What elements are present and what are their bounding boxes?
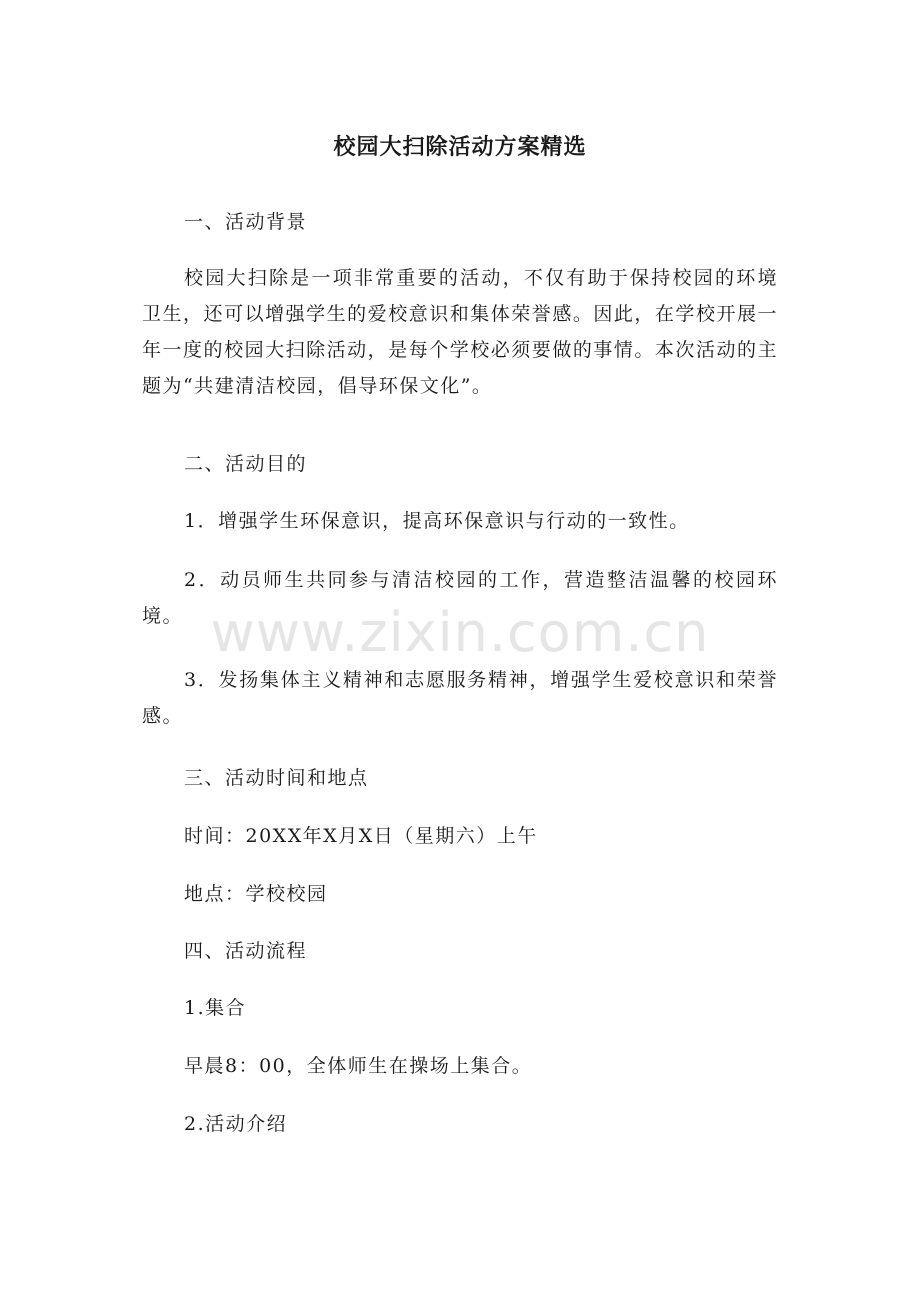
heading-purpose: 二、活动目的 [184,453,308,475]
heading-background: 一、活动背景 [184,211,308,233]
process-step-1: 1.集合 [184,997,247,1019]
place-line: 地点：学校校园 [184,883,328,905]
purpose-item-2: 2．动员师生共同参与清洁校园的工作，营造整洁温馨的校园环境。 [142,569,778,627]
paragraph-background: 校园大扫除是一项非常重要的活动，不仅有助于保持校园的环境卫生，还可以增强学生的爱校意识和集体荣誉感。因此，在学校开展一年一度的校园大扫除活动，是每个学校必须要做的事情。本次活动的主题为“共建清洁校园，倡导环保文化”。 [142,267,778,397]
watermark-text: www.zixin.com.cn [210,601,710,664]
heading-time-place: 三、活动时间和地点 [184,767,369,789]
document-title: 校园大扫除活动方案精选 [333,135,587,160]
purpose-item-1: 1．增强学生环保意识，提高环保意识与行动的一致性。 [184,510,690,532]
time-line: 时间：20XX年X月X日（星期六）上午 [184,825,538,847]
purpose-item-3: 3．发扬集体主义精神和志愿服务精神，增强学生爱校意识和荣誉感。 [142,669,778,727]
process-step-1-detail: 早晨8：00，全体师生在操场上集合。 [184,1055,533,1077]
process-step-2: 2.活动介绍 [184,1113,288,1135]
heading-process: 四、活动流程 [184,940,308,962]
